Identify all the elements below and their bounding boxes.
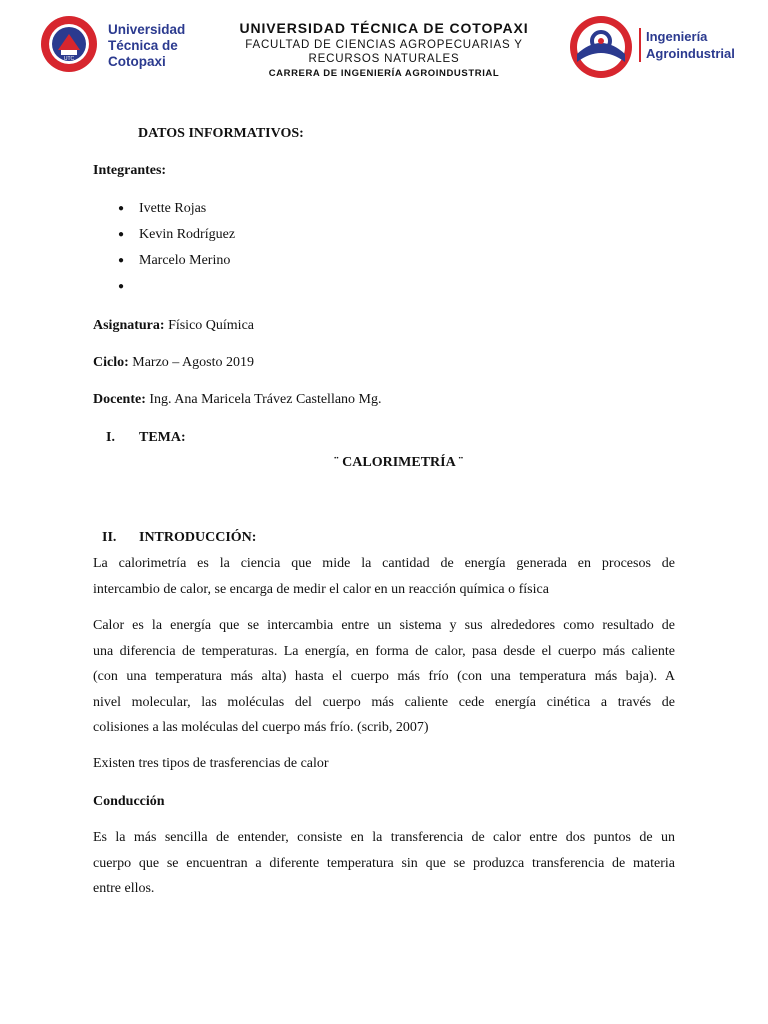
bullet-icon: ● [118,255,125,266]
paragraph-line: cuerpo que se encuentran a diferente temperatura sin que se produzca transferencia de materia [93,855,675,871]
conduccion-heading: Conducción [93,794,165,809]
university-seal-icon [36,14,106,74]
paragraph-line: intercambio de calor, se encarga de medir el calor en un reacción química o física [93,581,549,597]
university-logo [36,14,186,74]
paragraph-line: La calorimetría es la ciencia que mide la cantidad de energía generada en procesos de [93,556,675,571]
logo-line: Técnica de [108,38,178,53]
faculty-line: RECURSOS NATURALES [308,53,460,65]
logo-line: Agroindustrial [639,45,735,62]
paragraph-line: una diferencia de temperaturas. La energía, en forma de calor, pasa desde el cuerpo más caliente [93,643,675,659]
gear-logo-icon [568,14,634,80]
paragraph-line: colisiones a las moléculas del cuerpo más frío. (scrib, 2007) [93,720,429,736]
logo-line: Cotopaxi [108,54,166,69]
member-item: Ivette Rojas [139,201,207,216]
asignatura-line [93,318,254,334]
section-number: I. [106,430,115,445]
university-logo-wordmark [108,22,185,70]
docente-value: Ing. Ana Maricela Trávez Castellano Mg. [145,392,382,407]
ciclo-value: Marzo – Agosto 2019 [128,355,254,370]
paragraph-line: Es la más sencilla de entender, consiste en la transferencia de calor entre dos puntos de un [93,830,675,845]
career-logo-wordmark [639,28,735,62]
datos-heading: DATOS INFORMATIVOS: [138,126,304,141]
faculty-name [186,38,582,66]
transfer-types-sentence: Existen tres tipos de trasferencias de calor [93,756,329,771]
paragraph-line: entre ellos. [93,881,155,897]
svg-text:UTC: UTC [63,56,75,62]
asignatura-label: Asignatura: [93,318,165,333]
member-item: Marcelo Merino [139,253,231,268]
logo-line: Ingeniería [639,28,735,45]
bullet-icon: ● [118,203,125,214]
docente-label: Docente: [93,392,146,407]
intro-paragraph-1 [93,551,675,602]
university-title: UNIVERSIDAD TÉCNICA DE COTOPAXI [239,20,529,36]
section-heading: INTRODUCCIÓN: [139,530,257,545]
faculty-line: FACULTAD DE CIENCIAS AGROPECUARIAS Y [245,39,523,51]
career-name: CARRERA DE INGENIERÍA AGROINDUSTRIAL [268,68,500,79]
topic-title: ¨ CALORIMETRÍA ¨ [334,455,464,470]
asignatura-value: Físico Química [164,318,254,333]
section-number: II. [102,530,117,545]
integrantes-label: Integrantes: [93,163,167,178]
intro-paragraph-2 [93,613,675,741]
career-logo [568,14,735,80]
ciclo-label: Ciclo: [93,355,129,370]
logo-line: Universidad [108,22,186,37]
paragraph-line: (con una temperatura más alta) hasta el cuerpo más frío (con una temperatura más baja). A [93,669,675,685]
conduccion-paragraph [93,825,675,902]
bullet-icon: ● [118,281,125,292]
section-heading: TEMA: [139,430,186,445]
ciclo-line [93,355,254,371]
paragraph-line: nivel molecular, las moléculas del cuerpo más caliente cede energía cinética a través de [93,694,675,710]
docente-line [93,392,382,408]
member-item: Kevin Rodríguez [139,227,236,242]
paragraph-line: Calor es la energía que se intercambia entre un sistema y sus alrededores como resultado de [93,618,675,633]
bullet-icon: ● [118,229,125,240]
